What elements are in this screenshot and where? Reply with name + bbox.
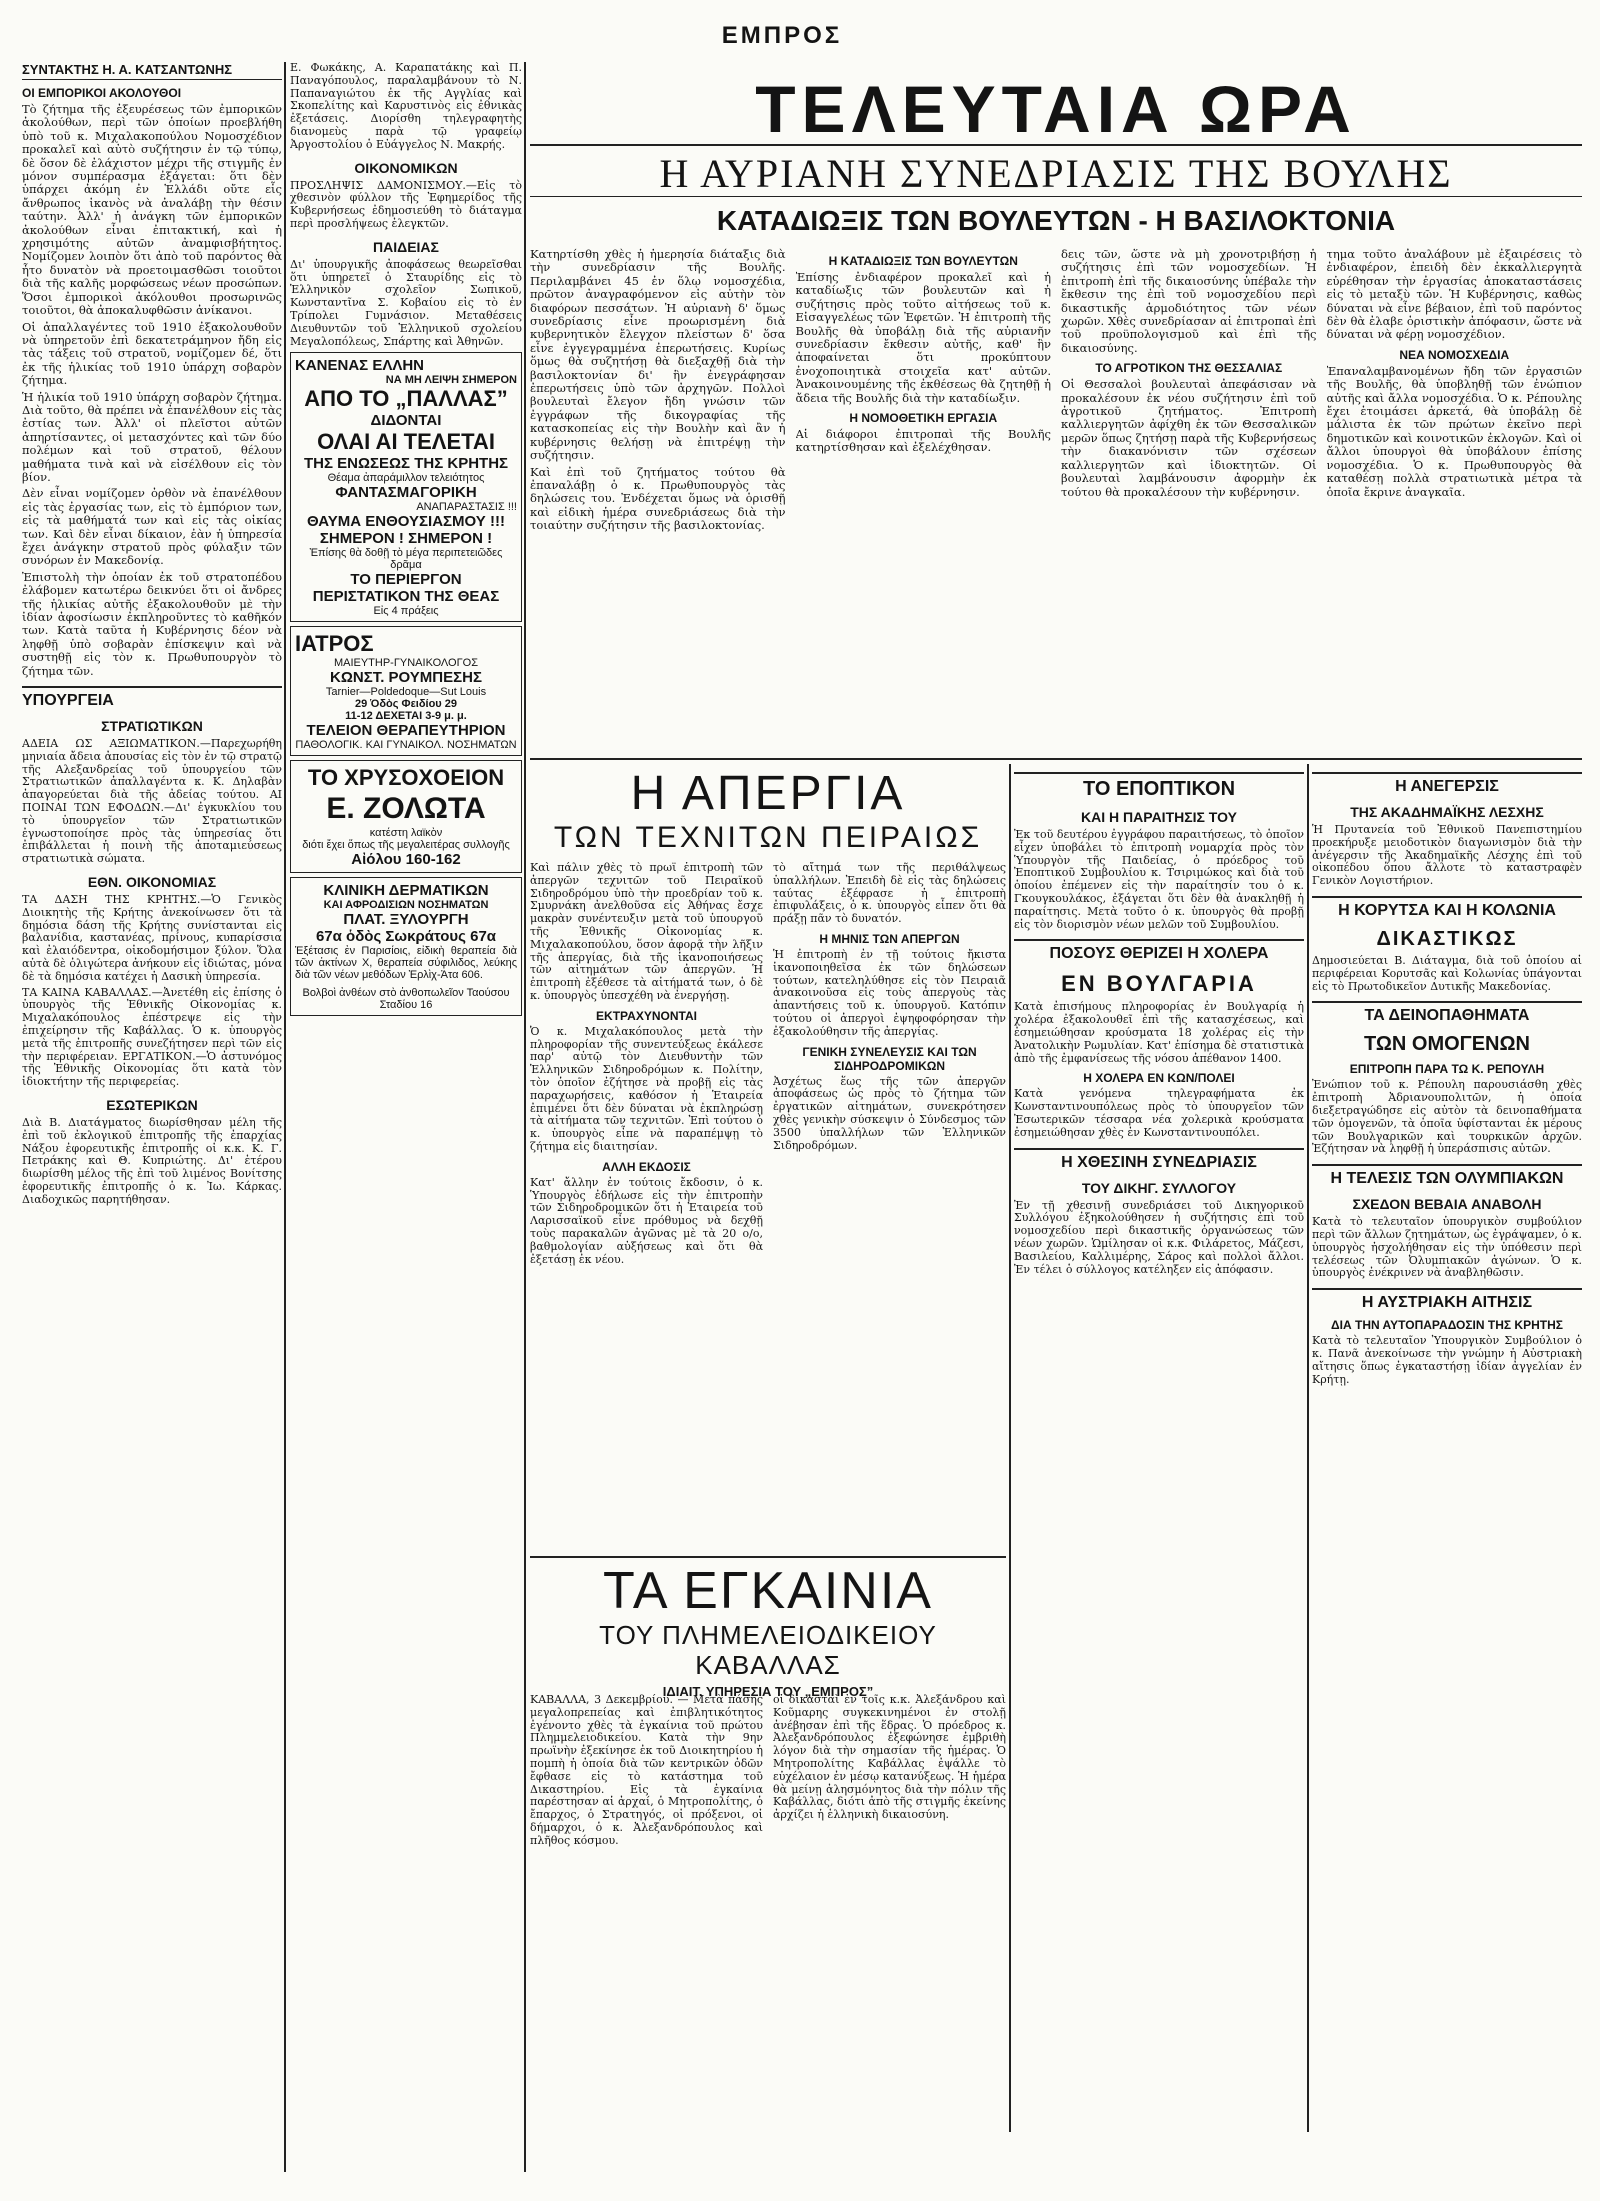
article-paragraph: οἱ δικασταὶ ἐν τοῖς κ.κ. Ἀλεξάνδρου καὶ Κοῦμαρης συγκεκινημένοι ἐν στολῇ ἀνέβησαν ἐπὶ τῆς ἕδρας. Ὁ πρόεδρος κ. Ἀλεξανδρόπουλος ἐξεφώνησε ἐμβριθὴ λόγον διὰ τὴν σημασίαν τῆς ἡμέρας. Ὁ Μητροπολίτης Καβάλλας ἐψάλλε τὸ εὐχέλαιον ἐν μέσῳ κατανύξεως. Ἡ ἡμέρα θὰ μείνῃ ἀλησμόνητος διὰ τὴν πόλιν τῆς Καβάλλας, διότι ἀπὸ τῆς στιγμῆς ἐκείνης ἀρχίζει ἡ ἑλληνικὴ δικαιοσύνη.: [773, 1694, 1006, 1822]
sufferings-heading: ΤΑ ΔΕΙΝΟΠΑΘΗΜΑΤΑ: [1312, 1001, 1582, 1025]
military-heading: ΣΤΡΑΤΙΩΤΙΚΩΝ: [101, 718, 203, 735]
special-service-byline: ΙΔΙΑΙΤ. ΥΠΗΡΕΣΙΑ ΤΟΥ „ΕΜΠΡΟΣ”: [662, 1684, 874, 1699]
article-paragraph: δεις τῶν, ὥστε νὰ μὴ χρονοτριβήσῃ ἡ συζήτησις ἐπὶ τῶν νομοσχεδίων. Ἡ ἐπιτροπὴ ἐπὶ τῆς δικαιοσύνης ὑπέβαλε τὴν ἔκθεσιν της ἐπὶ τοῦ νομοσχεδίου περὶ δικαστικῆς ἁρμοδιότητος τῶν νέων χωρῶν. Χθὲς συνεδρίασαν αἱ ἐπιτροπαὶ ἐπὶ τοῦ προϋπολογισμοῦ καὶ ἐπὶ τῆς δικαιοσύνης.: [1061, 248, 1317, 355]
ad-line: Αἰόλου 160-162: [351, 851, 461, 869]
supervisory-heading: ΤΟ ΕΠΟΠΤΙΚΟΝ: [1014, 772, 1304, 801]
ad-line: ΘΑΥΜΑ ΕΝΘΟΥΣΙΑΣΜΟΥ !!!: [307, 513, 505, 531]
clinic-advertisement: [290, 877, 522, 1016]
second-column: [290, 62, 522, 2172]
article-paragraph: Αἱ διάφοροι ἐπιτροπαὶ τῆς Βουλῆς κατηρτίσθησαν καὶ ἐξελέχθησαν.: [795, 427, 1051, 455]
ad-line: ΚΑΙ ΑΦΡΟΔΙΣΙΩΝ ΝΟΣΗΜΑΤΩΝ: [323, 899, 489, 912]
article-paragraph: Ἀσχέτως ἕως τῆς τῶν ἀπεργῶν ἀποφάσεως ὡς πρὸς τὸ ζήτημα τῶν ἐργατικῶν αἰτημάτων, συνεκρότησεν χθὲς γενικὴν σύσκεψιν ὁ Σύνδεσμος τῶν 3500 ὑπαλλήλων τῶν Ἑλληνικῶν Σιδηροδρόμων.: [773, 1074, 1006, 1152]
top-article-body: [530, 248, 1582, 753]
interior-heading: ΕΣΩΤΕΡΙΚΩΝ: [106, 1096, 198, 1113]
sufferings-subheading-2: ΕΠΙΤΡΟΠΗ ΠΑΡΑ ΤΩ Κ. ΡΕΠΟΥΛΗ: [1349, 1062, 1545, 1077]
academic-club-heading: Η ΑΝΕΓΕΡΣΙΣ: [1312, 772, 1582, 796]
article-paragraph: ΤΑ ΔΑΣΗ ΤΗΣ ΚΡΗΤΗΣ.—Ὁ Γενικὸς Διοικητὴς τῆς Κρήτης ἀνεκοίνωσεν ὅτι τὰ δημόσια δάση τῆς Κρήτης συνίστανται εἰς βαλανίδια, καστανέας, πρίνους, κυπαρίσσια καὶ ἐλαιόδεντρα, οἰκοδομήσιμον ξύλον. Ὅλα αὐτὰ δὲ ὀλιγώτερα ἀνήκουν εἰς ἰδιώτας, μόνα δὲ τὰ δημόσια κατέχει ἡ Δασικὴ ὑπηρεσία.: [22, 893, 282, 983]
strike-article-body: [530, 862, 1006, 1552]
ad-line: Tarnier—Poldedoque—Sut Louis: [325, 686, 487, 699]
prosecution-heading: Η ΚΑΤΑΔΙΩΞΙΣ ΤΩΝ ΒΟΥΛΕΥΤΩΝ: [828, 254, 1018, 268]
agrarian-heading: ΤΟ ΑΓΡΟΤΙΚΟΝ ΤΗΣ ΘΕΣΣΑΛΙΑΣ: [1095, 361, 1283, 376]
ad-line: ΠΛΑΤ. ΞΥΛΟΥΡΓΗ: [343, 911, 469, 929]
sufferings-subheading: ΤΩΝ ΟΜΟΓΕΝΩΝ: [1364, 1033, 1530, 1056]
article-paragraph: Ε. Φωκάκης, Α. Καραπατάκης καὶ Π. Παναγόπουλος, παραλαμβάνουν τὸ Ν. Παπαναγιώτου ἐκ τῆς Αγγλίας καὶ Σκοπελίτης καὶ Καρυστινὸς εἰς ἐθνικὰς ἐξετάσεις. Διορίσθη τηλεγραφητὴς διανομεὺς παρὰ τῷ γραφείῳ Ἀργοστολίου ὁ Εὐάγγελος Ν. Μακρής.: [290, 62, 522, 151]
ad-line: 29 Ὁδὸς Φειδίου 29: [355, 698, 457, 711]
ad-line: ΜΑΙΕΥΤΗΡ-ΓΥΝΑΙΚΟΛΟΓΟΣ: [333, 657, 479, 670]
article-paragraph: Δημοσιεύεται Β. Διάταγμα, διὰ τοῦ ὁποίου αἱ περιφέρειαι Κορυτσᾶς καὶ Κολωνίας ὑπάγονται εἰς τὸ Πρωτοδικεῖον Δυτικῆς Μακεδονίας.: [1312, 953, 1582, 993]
ad-line: ΤΕΛΕΙΟΝ ΘΕΡΑΠΕΥΤΗΡΙΟΝ: [306, 722, 506, 740]
strikers-anger-heading: Η ΜΗΝΙΣ ΤΩΝ ΑΠΕΡΓΩΝ: [819, 931, 960, 946]
article-paragraph: Διὰ Β. Διατάγματος διωρίσθησαν μέλη τῆς ἐπὶ τοῦ ἐκλογικοῦ ἐπιτροπῆς τῆς ἐπαρχίας Νάξου ἐφορευτικῆς ἐπιτροπῆς οἱ κ.κ. Κ. Γ. Πετράκης καὶ Θ. Κυπριώτης. Δι' ἑτέρου διωρίσθη μέλος τῆς ἐπὶ τοῦ λιμένος Βονίτσης ἐφορευτικῆς ἐπιτροπῆς ὁ κ. Ἰω. Κάρκας. Διαδοχικῶς παρητήθησαν.: [22, 1115, 282, 1206]
article-paragraph: ΚΑΒΑΛΛΑ, 3 Δεκεμβρίου. — Μετὰ πάσης μεγαλοπρεπείας καὶ ἐπιβλητικότητος ἐγένοντο χθὲς τὰ ἐγκαίνια τοῦ πρώτου Πλημμελειοδικείου. Κατὰ τὴν 9ην πρωϊνὴν ἐξεκίνησε ἐκ τοῦ Διοικητηρίου ἡ πομπὴ ἡ ὁποία διὰ τῶν κεντρικῶν ὁδῶν ἔφθασε εἰς τὸ κατάστημα τοῦ Δικαστηρίου. Εἰς τὰ ἐγκαίνια παρέστησαν αἱ ἀρχαί, ὁ Μητροπολίτης, ὁ ἔπαρχος, ὁ Στρατηγός, οἱ πρόξενοι, οἱ δήμαρχοι, ὁ κ. Ἀλεξανδρόπουλος καὶ πλῆθος κόσμου.: [530, 1694, 763, 1847]
korytsa-subheading: ΔΙΚΑΣΤΙΚΩΣ: [1376, 927, 1518, 950]
ministries-heading: ΥΠΟΥΡΓΕΙΑ: [22, 686, 282, 710]
inauguration-title: ΤΑ ΕΓΚΑΙΝΙΑ: [603, 1562, 933, 1620]
olympics-heading: Η ΤΕΛΕΣΙΣ ΤΩΝ ΟΛΥΜΠΙΑΚΩΝ: [1312, 1164, 1582, 1188]
escalation-heading: ΕΚΤΡΑΧΥΝΟΝΤΑΙ: [596, 1008, 697, 1023]
new-bills-heading: ΝΕΑ ΝΟΜΟΣΧΕΔΙΑ: [1399, 347, 1510, 362]
ad-line: Θέαμα ἀπαράμιλλον τελειότητος: [327, 472, 485, 485]
finance-heading: ΟΙΚΟΝΟΜΙΚΩΝ: [354, 159, 458, 176]
cholera-heading: ΠΟΣΟΥΣ ΘΕΡΙΖΕΙ Η ΧΟΛΕΡΑ: [1014, 939, 1304, 963]
inauguration-article-body: [530, 1694, 1006, 2132]
article-paragraph: Κατ' ἄλλην ἐν τούτοις ἔκδοσιν, ὁ κ. Ὑπουργὸς ἐδήλωσε εἰς τὴν ἐπιτροπὴν τῶν Σιδηροδρομικῶν ὅτι ἡ Ἑταιρεία τοῦ Λαρισσαϊκοῦ εἶνε πρόθυμος νὰ δεχθῇ τοὺς παρακαλῶν ἀγῶνας μὲ τὰ 20 ο/ο, βαθμολογίαν αὐξήσεως καὶ ὅτι θὰ ἐξετάσῃ ἐκ νέου.: [530, 1175, 763, 1266]
general-assembly-heading: ΓΕΝΙΚΗ ΣΥΝΕΛΕΥΣΙΣ ΚΑΙ ΤΩΝ ΣΙΔΗΡΟΔΡΟΜΙΚΩΝ: [802, 1044, 977, 1073]
article-paragraph: ΠΡΟΣΛΗΨΙΣ ΔΑΜΟΝΙΣΜΟΥ.—Εἰς τὸ χθεσινὸν φύλλον τῆς Ἐφημερίδος τῆς Κυβερνήσεως ἐδημοσιεύθη τὸ διάταγμα περὶ προσλήψεως ἐλεγκτῶν.: [290, 178, 522, 230]
academic-club-subheading: ΤΗΣ ΑΚΑΔΗΜΑΪΚΗΣ ΛΕΣΧΗΣ: [1350, 804, 1544, 820]
ad-line: Βολβοὶ ἀνθέων στὸ ἀνθοπωλεῖον Ταούσου Σταδίου 16: [302, 987, 510, 1012]
ad-line: ΚΑΝΕΝΑΣ ΕΛΛΗΝ: [295, 357, 425, 375]
ad-line: ΤΗΣ ΕΝΩΣΕΩΣ ΤΗΣ ΚΡΗΤΗΣ: [303, 455, 509, 473]
ad-line: Ε. ΖΟΛΩΤΑ: [326, 792, 486, 826]
article-paragraph: ΤΑ ΚΑΙΝΑ ΚΑΒΑΛΛΑΣ.—Ἀνετέθη εἰς ἐπίσης ὁ ὑπουργὸς τῆς Ἐθνικῆς Οἰκονομίας κ. Μιχαλακόπουλος ἐπέστρεψε εἰς τὴν ἐπιχείρησιν τῆς Καβάλλας. Ὁ κ. ὑπουργὸς μετὰ τῆς ἐπιτροπῆς συνεζήτησεν περὶ τῶν εἰς τὴν περιφέρειαν. ΕΡΓΑΤΙΚΟΝ.—Ὁ ἀστυνόμος τῆς Ἐθνικῆς Οἰκονομίας ὅτι κατὰ τὸν ἰδιοκτήτην τῆς περιφερείας.: [22, 985, 282, 1089]
ad-line: κατέστη λαϊκὸν: [369, 827, 443, 840]
ad-line: ΟΛΑΙ ΑΙ ΤΕΛΕΤΑΙ: [317, 429, 495, 455]
inauguration-subtitle: ΤΟΥ ΠΛΗΜΕΛΕΙΟΔΙΚΕΙΟΥ ΚΑΒΑΛΛΑΣ: [599, 1620, 937, 1680]
strike-headline-block: [530, 767, 1006, 855]
ad-line: ΑΝΑΠΑΡΑΣΤΑΣΙΣ !!!: [416, 501, 517, 514]
column-rule: [1307, 764, 1309, 2132]
article-paragraph: Κατηρτίσθη χθὲς ἡ ἡμερησία διάταξις διὰ τὴν συνεδρίασιν τῆς Βουλῆς. Περιλαμβάνει 45 ἐν ὅλῳ νομοσχέδια, πρῶτον ἀναγραφόμενον εἰς αὐτὴν τὸν διαφόρων πεσσάτων. Ἡ αὐριανὴ δ' ὅμως συνεδρίασις εἶνε προωρισμένη διὰ κυβερνητικὸν ἔλεγχον πλείστων δ' ὅσα εἶνε ἐγγεγραμμένα ἐπερωτήσεις. Κυρίως ὅμως θὰ συζητήσῃ θὰ διεξαχθῇ διὰ τὴν βασιλοκτονίαν δι' ἣν ἐνεγράφησαν ἐπερωτήσεις ὑπὸ τῶν ἀρχηγῶν. Πολλοὶ βουλευταὶ ἔλεγον ἤδη γνώσιν τῶν ἐγγράφων τῆς δικογραφίας τῆς κατασκοπείας εἰς τὴν Βουλὴν καὶ ἂν ἡ κυβέρνησις θελήσῃ νὰ ἐπιτρέψῃ τὴν συζήτησιν.: [530, 248, 786, 463]
jeweler-advertisement: [290, 760, 522, 873]
ad-line: ΤΟ ΧΡΥΣΟΧΟΕΙΟΝ: [307, 765, 505, 791]
article-paragraph: Ὁ κ. Μιχαλακόπουλος μετὰ τὴν πληροφορίαν τῆς συνεντεύξεως ἐκάλεσε παρ' αὐτῷ τὸν Διευθυντὴν τῶν Ἑλληνικῶν Σιδηροδρόμων κ. Πολίτην, τὸν ὁποῖον ἐζήτησε νὰ προβῇ εἰς τὰς παραχωρήσεις, καθόσον ἡ Ἑταιρεία ἐπιμένει ὅτι δὲν δύναται νὰ ἐκπληρώσῃ τὰ αἰτήματα τῶν τεχνιτῶν. Ἐπὶ τούτου ὁ κ. ὑπουργὸς εἶπε νὰ παραπέμψῃ τὸ ζήτημα εἰς διαιτησίαν.: [530, 1024, 763, 1153]
right-lower-column: [1312, 764, 1582, 2132]
article-paragraph: Ἐπίσης ἐνδιαφέρον προκαλεῖ καὶ ἡ καταδίωξις τῶν βουλευτῶν καὶ ἡ συζήτησις πρὸς τοῦτο αἰτήσεως τοῦ κ. Εἰσαγγελέως τῶν Ἐφετῶν. Ἡ ἐπιτροπὴ τῆς Βουλῆς θὰ ὑποβάλῃ διὰ τῆς αὐριανῆν συνεδρίασιν ἔκθεσιν αὐτῆς, καθ' ἣν ἀποφαίνεται ὅτι προκύπτουν ἐνοχοποιητικὰ στοιχεῖα κατ' αὐτῶν. Ἀνακοινουμένης τῆς ἐκθέσεως θὰ ζητηθῇ ἡ ἄδεια τῆς Βουλῆς διὰ τὴν καταδίωξιν.: [795, 270, 1051, 405]
article-paragraph: Ἐπαναλαμβανομένων ἤδη τῶν ἐργασιῶν τῆς Βουλῆς, θὰ ὑποβληθῇ τῶν ἐνώπιον αὐτῆς καὶ ἄλλα νομοσχέδια. Ὁ κ. Ρέπουλης ἔχει ἑτοιμάσει ἀρκετά, θὰ ὑποβάλῃ δὲ μάλιστα ἐκ τῶν πρώτων ἐκεῖνο περὶ δημοτικῶν καὶ κοινοτικῶν ἐκλογῶν. Καὶ οἱ ἄλλοι ὑπουργοὶ θὰ ὑποβάλουν ἐπίσης νομοσχέδια. Ὁ κ. Πρωθυπουργὸς θὰ καταθέσῃ πολλὰ στρατιωτικὰ μέτρα τὰ ὁποῖα ἔκρινε ἀναγκαῖα.: [1326, 363, 1582, 499]
article-paragraph: Κατὰ τὸ τελευταῖον Ὑπουργικὸν Συμβούλιον ὁ κ. Πανᾶ ἀνεκοίνωσε τὴν γνώμην ἡ Αὐστριακὴ αἴτησις ὅπως ἐγκαταστήσῃ ἰδίαν ἀγγελίαν ἐν Κρήτῃ.: [1312, 1334, 1582, 1386]
bar-session-subheading: ΤΟΥ ΔΙΚΗΓ. ΣΥΛΛΟΓΟΥ: [1081, 1179, 1237, 1196]
olympics-subheading: ΣΧΕΔΟΝ ΒΕΒΑΙΑ ΑΝΑΒΟΛΗ: [1352, 1196, 1542, 1213]
article-paragraph: Ἐκ τοῦ δευτέρου ἐγγράφου παραιτήσεως, τὸ ὁποῖον εἶχεν ὑποβάλει τὸ ἐπιτροπὴ νομαρχία πρὸς τὸν Ὑπουργὸν τῆς Παιδείας, ὁ πρόεδρος τοῦ Ἐποπτικοῦ Συμβουλίου κ. Τσιριμώκος καὶ διὰ τοῦ ὁποίου ἐπέμενεν εἰς τὴν παραίτησίν του ὁ κ. Γκουγκουλάκος, ἐξάγεται ὅτι δὲν θὰ ἀνακληθῇ ἡ παραίτησις. Μετὰ τοῦτο ὁ κ. ὑπουργὸς θὰ προβῇ εἰς τὸν διορισμὸν νέων μελῶν τοῦ Συμβουλίου.: [1014, 828, 1304, 931]
inauguration-headline-block: [530, 1562, 1006, 1699]
article-paragraph: τὸ αἴτημά των τῆς περιθάλψεως ὑπαλλήλων. Ἐπειδὴ δὲ εἰς τὰς δηλώσεις ταύτας ἐξέφρασε ἡ ἐπιτροπὴ ἐπιφυλάξεις, ὁ κ. ὑπουργὸς εἶπεν ὅτι θὰ πράξῃ πᾶν τὸ δυνατόν.: [773, 862, 1006, 926]
ad-line: ΑΠΟ ΤΟ „ΠΑΛΛΑΣ”: [304, 386, 508, 412]
section-rule: [530, 1556, 1006, 1558]
ad-line: 11-12 ΔΕΧΕΤΑΙ 3-9 μ. μ.: [345, 710, 467, 723]
column-rule: [524, 62, 526, 2172]
section-rule: [530, 758, 1582, 760]
ad-line: ΦΑΝΤΑΣΜΑΓΟΡΙΚΗ: [335, 484, 477, 502]
article-paragraph: Καὶ πάλιν χθὲς τὸ πρωῒ ἐπιτροπὴ τῶν ἀπεργῶν τεχνιτῶν τοῦ Πειραϊκοῦ Σιδηροδρόμου ὑπὸ τὴν προεδρίαν τοῦ κ. Σμυρνάκη ἀνελθοῦσα εἰς Ἀθήνας ἔσχε μακρὰν συνέντευξιν μετὰ τοῦ ὑπουργοῦ τῆς Ἐθνικῆς Οἰκονομίας κ. Μιχαλακοπούλου, ὅσον ἀφορᾷ τὴν λῆξιν τῆς ἀπεργίας, διὰ τῆς ἱκανοποιήσεως τῶν αἰτημάτων τῶν ἀπεργῶν. Ἡ ἐπιτροπὴ ἐξέθεσε τὰ αἰτήματά των, ὁ δὲ κ. ὑπουργὸς ὑπεσχέθη νὰ ἐνεργήσῃ.: [530, 862, 763, 1002]
strike-title: Η ΑΠΕΡΓΙΑ: [630, 767, 906, 820]
ad-line: ΔΙΔΟΝΤΑΙ: [370, 412, 442, 430]
top-article-col: [1061, 248, 1317, 753]
article-paragraph: Δι' ὑπουργικῆς ἀποφάσεως θεωρεῖσθαι ὅτι ὑπηρετεῖ ὁ Σταυρίδης εἰς τὸ Ἑλληνικὸν σχολεῖον Σωπικοῦ, Κωνσταντῖνα Σ. Κοβαίου εἰς τὸ ἐν Τρίπολει Γυμνάσιον. Μεταθέσεις Διευθυντῶν τοῦ Ἑλληνικοῦ σχολείου Μεγαλοπόλεως, Σπάρτης καὶ Ἀθηνῶν.: [290, 257, 522, 348]
editor-byline: ΣΥΝΤΑΚΤΗΣ Η. Α. ΚΑΤΣΑΝΤΩΝΗΣ: [22, 62, 282, 80]
article-paragraph: Ἐνώπιον τοῦ κ. Ρέπουλη παρουσιάσθη χθὲς ἐπιτροπὴ Ἀδριανουπολιτῶν, ἡ ὁποία διεξετραγώδησε εἰς αὐτὸν τὰ δεινοπαθήματα τῶν ὁμογενῶν, τὰ ὁποῖα ὑφίστανται ἐκ μέρους τῶν Βουλγαρικῶν καὶ τουρκικῶν ἀρχῶν. Ἐζήτησαν νὰ ληφθῇ ἡ ὑπεράσπισις αὐτῶν.: [1312, 1078, 1582, 1156]
supervisory-subheading: ΚΑΙ Η ΠΑΡΑΙΤΗΣΙΣ ΤΟΥ: [1081, 809, 1237, 825]
article-paragraph: Κατὰ τὸ τελευταῖον ὑπουργικὸν συμβούλιον περὶ τῶν ἄλλων ζητημάτων, ὡς ἐγράψαμεν, ὁ κ. ὑπουργὸς ἠσχολήθησαν εἰς τὴν ὑπόθεσιν περὶ τελέσεως τῶν Ὀλυμπιακῶν ἀγώνων. Ὁ κ. ὑπουργὸς ἐνέκρινεν νὰ ἀναβληθῶσιν.: [1312, 1215, 1582, 1280]
ad-line: Ἐπίσης θὰ δοθῇ τὸ μέγα περιπετειῶδες δρᾶμα: [309, 547, 503, 572]
column-rule: [1009, 764, 1011, 2132]
article-paragraph: Ἐπιστολὴ τὴν ὁποίαν ἐκ τοῦ στρατοπέδου ἐλάβομεν κατωτέρω δεικνύει ὅτι οἱ ἄνδρες τῆς ἡλικίας αὐτῆς ἐξακολουθοῦν μὲ τὴν ἰδίαν ἀφοσίωσιν ἐκπληροῦντες τὸ καθῆκόν των. Κατὰ ταῦτα ἡ Κυβέρνησις δέον νὰ ληφθῇ ὑπὸ σοβαρὰν ἐπίσκεψιν καὶ νὰ συστηθῇ εἰς τὸν κ. Πρωθυπουργὸν τὸ ζήτημα τῶν.: [22, 569, 282, 678]
strike-col: [773, 862, 1006, 1552]
inauguration-col: [530, 1694, 763, 2132]
article-paragraph: Ἡ Πρυτανεία τοῦ Ἐθνικοῦ Πανεπιστημίου προεκήρυξε μειοδοτικὸν διαγωνισμὸν διὰ τὴν ἀνέγερσιν τῆς Ἀκαδημαϊκῆς Λέσχης ἐπὶ τοῦ οἰκοπέδου ὅπου ἄλλοτε τὸ καταστραφὲν Γενικὸν Λογιστήριον.: [1312, 823, 1582, 888]
ad-line: Ἐξέτασις ἐν Παρισίοις, εἰδικὴ θεραπεία διὰ τῶν ἀκτίνων Χ, θεραπεία σύφιλιδος, λεύκης διὰ τῶν νέων μεθόδων Ἐρλὶχ-Ἁτα 606.: [295, 945, 517, 982]
top-article-col: [530, 248, 786, 753]
top-article-col: [796, 248, 1052, 753]
column-rule: [284, 62, 286, 2172]
ad-line: ΚΛΙΝΙΚΗ ΔΕΡΜΑΤΙΚΩΝ: [323, 882, 489, 900]
article-paragraph: Κατὰ ἐπισήμους πληροφορίας ἐν Βουλγαρίᾳ ἡ χολέρα ἐξακολουθεῖ ἐπὶ τῆς κατασχέσεως, καὶ ἐσημειώθησαν κρούσματα 18 χολέρας εἰς τὴν Ἀνατολικὴν Ρωμυλίαν. Κατ' ἐπίσημα δὲ στατιστικὰ ἀπὸ τῆς ἐμφανίσεως τῆς νόσου ἀπέθανον 1400.: [1014, 1000, 1304, 1065]
article-paragraph: Καὶ ἐπὶ τοῦ ζητήματος τούτου θὰ ἐπαναλάβῃ ὁ κ. Πρωθυπουργὸς τὰς δηλώσεις του. Ἐνδέχεται ὅμως νὰ ὁρισθῇ καὶ εἰδικὴ ἡμέρα συνεδριάσεως διὰ τὴν τοιαύτην συζήτησιν τῆς βασιλοκτονίας.: [530, 464, 786, 533]
article-paragraph: Τὸ ζήτημα τῆς ἐξευρέσεως τῶν ἐμπορικῶν ἀκολούθων, περὶ τῶν ὁποίων προεβλήθη ὑπὸ τοῦ κ. Μιχαλακοπούλου Νομοσχέδιον προκαλεῖ καὶ αὐτὸ συζήτησιν ἐν τῷ τύπῳ, δὲ ὅσον δὲ ἐλάχιστον μέχρι τῆς στιγμῆς ἐν μόνον συμπέρασμα ἐξάγεται: ὅτι δὲν ὑπάρχει ἀκόμη ἐν Ἑλλάδι οὔτε εἷς ἄνθρωπος ἱκανὸς νὰ ἀναλάβῃ τὴν θέσιν ταύτην. Ἀλλ' ἡ ἀνάγκη τῶν ἐμπορικῶν ἀκολούθων εἶναι ἐπιτακτική, καὶ ἡ χρησιμότης αὐτῶν ἀναμφισβήτητος. Νομίζομεν λοιπὸν ὅτι ἀπὸ τοῦ παρόντος θὰ ἦτο δυνατὸν νὰ προετοιμασθῶσι τοιοῦτοι διὰ τῆς καλῆς μορφώσεως νέων προσώπων. Ὅσοι ἐμπορικοὶ ἀκόλουθοι προσωρινῶς τοιοῦτοι, θὰ ἀποκαλυφθῶσιν ἀνίκανοι.: [22, 102, 282, 318]
article-paragraph: Οἱ Θεσσαλοὶ βουλευταὶ ἀπεφάσισαν νὰ προκαλέσουν ἐκ νέου συζήτησιν ἐπὶ τοῦ ἀγροτικοῦ ζητήματος. Ἐπιτροπὴ καλλιεργητῶν ἀφίχθη ἐκ τῶν Θεσσαλικῶν μερῶν ὅπως ζητήσῃ παρὰ τῆς Κυβερνήσεως τὴν διακανόνισιν τῶν σχέσεων καλλιεργητῶν καὶ ἰδιοκτητῶν. Οἱ βουλευταὶ λαμβάνουσιν ἀφορμὴν ἐκ τούτου θὰ προκαλέσουν τὴν κυβέρνησιν.: [1061, 377, 1317, 499]
article-paragraph: Ἡ ἡλικία τοῦ 1910 ὑπάρχη σοβαρὸν ζήτημα. Διὰ τοῦτο, θὰ πρέπει νὰ ἐπανέλθουν εἰς τὰς ἐστίας των. Ἀλλ' οἱ πλεῖστοι αὐτῶν ἀπηρτίσαντες, οἱ μετασχόντες καὶ τῶν δύο πολέμων καὶ τοῦ στρατοῦ, θέλουν μαθήματα τινὰ καὶ νὰ εἰσέλθουν εἰς τὸν βίον.: [22, 389, 282, 484]
ad-line: Εἰς 4 πράξεις: [373, 605, 439, 618]
article-paragraph: Οἱ ἀπαλλαγέντες τοῦ 1910 ἐξακολουθοῦν νὰ ὑπηρετοῦν ἐπὶ δεκατετράμηνον ἤδη εἰς τὰς τάξεις τοῦ στρατοῦ, νομίζομεν δέ, ὅτι ἐκ τῆς ἡλικίας τοῦ 1910 ὑπάρχη σοβαρὸν ζήτημα.: [22, 319, 282, 388]
other-version-heading: ΑΛΛΗ ΕΚΔΟΣΙΣ: [602, 1159, 691, 1174]
austrian-request-heading: Η ΑΥΣΤΡΙΑΚΗ ΑΙΤΗΣΙΣ: [1312, 1288, 1582, 1312]
article-paragraph: Ἡ ἐπιτροπὴ ἐν τῇ τούτοις ἤκιστα ἱκανοποιηθεῖσα ἐκ τῶν δηλώσεων τούτων, κατεληλύθησε εἰς τὸν Πειραιᾶ ἀνακοινοῦσα εἰς τοὺς ἀπεργοὺς τὰς ἀπαντήσεις τοῦ κ. ὑπουργοῦ. Κατόπιν τούτου οἱ ἀπεργοὶ ἐψηφοφόρησαν τὴν ἐξακολούθησιν τῆς ἀπεργίας.: [773, 947, 1006, 1038]
last-hour-title: ΤΕΛΕΥΤΑΙΑ ΩΡΑ: [530, 74, 1582, 146]
left-column: [22, 62, 282, 2172]
strike-col: [530, 862, 763, 1552]
ad-line: ΚΩΝΣΤ. ΡΟΥΜΠΕΣΗΣ: [330, 669, 482, 687]
ad-line: διότι ἔχει ὅπως τῆς μεγαλειτέρας συλλογῆς: [302, 839, 510, 852]
cholera-subheading: ΕΝ ΒΟΥΛΓΑΡΙΑ: [1061, 971, 1257, 997]
middle-lower-column: [1014, 764, 1304, 2132]
strike-subtitle: ΤΩΝ ΤΕΧΝΙΤΩΝ ΠΕΙΡΑΙΩΣ: [553, 821, 983, 854]
ad-line: ΙΑΤΡΟΣ: [295, 631, 374, 657]
austrian-request-subheading: ΔΙΑ ΤΗΝ ΑΥΤΟΠΑΡΑΔΟΣΙΝ ΤΗΣ ΚΡΗΤΗΣ: [1331, 1318, 1563, 1333]
parliament-session-headline: Η ΑΥΡΙΑΝΗ ΣΥΝΕΔΡΙΑΣΙΣ ΤΗΣ ΒΟΥΛΗΣ: [530, 152, 1582, 197]
ad-line: 67α ὁδὸς Σωκράτους 67α: [315, 928, 497, 946]
education-heading: ΠΑΙΔΕΙΑΣ: [373, 238, 439, 255]
inauguration-col: [773, 1694, 1006, 2132]
cholera-constantinople-heading: Η ΧΟΛΕΡΑ ΕΝ ΚΩΝ/ΠΟΛΕΙ: [1083, 1071, 1235, 1086]
article-paragraph: τημα τοῦτο ἀναλάβουν μὲ ἐξαιρέσεις τὸ ἐνδιαφέρον, ἐπειδὴ δὲν ἐκκαλλιεργητὰ εὐρέθησαν τὴν ἐργασίας ἀποκαταστάσεις εἰς τὸ μεταξὺ τῶν. Ἡ Κυβέρνησις, καθὼς δύναται νὰ εἶνε βέβαιον, ἐπὶ τοῦ παρόντος δὲν θὰ ἐλαβε ὁριστικὴν ἀπόφασιν, ὥστε νὰ δύναται νὰ φέρῃ νομοσχέδιον.: [1326, 248, 1582, 342]
bar-session-heading: Η ΧΘΕΣΙΝΗ ΣΥΝΕΔΡΙΑΣΙΣ: [1014, 1148, 1304, 1172]
masthead: ΕΜΠΡΟΣ: [721, 22, 843, 49]
commercial-attaches-heading: ΟΙ ΕΜΠΟΡΙΚΟΙ ΑΚΟΛΟΥΘΟΙ: [22, 86, 182, 100]
ad-line: ΣΗΜΕΡΟΝ ! ΣΗΜΕΡΟΝ !: [319, 530, 493, 548]
top-article-col: [1327, 248, 1583, 753]
ad-line: ΠΑΘΟΛΟΓΙΚ. ΚΑΙ ΓΥΝΑΙΚΟΛ. ΝΟΣΗΜΑΤΩΝ: [295, 739, 517, 752]
article-paragraph: ΑΔΕΙΑ ΩΣ ΑΞΙΩΜΑΤΙΚΟΝ.—Παρεχωρήθη μηνιαία ἄδεια ἀπουσίας εἰς τὸν ἐν τῷ στρατῷ τῆς Αλεξανδρείας τοῦ ὑπουργείου τῶν Στρατιωτικῶν ἀπαλλαγέντα κ. Κ. Δηλαβὰν ἀπαγορεύεται διὰ τῆς ἀδείας τούτου. ΑΙ ΠΟΙΝΑΙ ΤΩΝ ΕΦΟΔΩΝ.—Δι' ἐγκυκλίου του τὸ ὑπουργεῖον τῶν Στρατιωτικῶν ἐγνωστοποίησε πρὸς τὰς ὑπηρεσίας ὅτι ἐπιβάλλεται ἡ ποινὴ τῆς ἀποταμιεύσεως στρατιωτικὰ σώματα.: [22, 737, 282, 866]
prosecution-subheadline: ΚΑΤΑΔΙΩΞΙΣ ΤΩΝ ΒΟΥΛΕΥΤΩΝ - Η ΒΑΣΙΛΟΚΤΟΝΙΑ: [716, 205, 1396, 236]
legislative-work-heading: Η ΝΟΜΟΘΕΤΙΚΗ ΕΡΓΑΣΙΑ: [849, 411, 998, 426]
national-economy-heading: ΕΘΝ. ΟΙΚΟΝΟΜΙΑΣ: [87, 874, 217, 891]
pallas-advertisement: [290, 352, 522, 622]
article-paragraph: Δὲν εἶναι νομίζομεν ὀρθὸν νὰ ἐπανέλθουν εἰς τὰς ἐργασίας των, εἰς τὸ ἐμπόριον των, εἰς τὰ μαθήματά των καὶ εἰς τὰς οἰκίας των. Καὶ δὲν εἶναι δίκαιον, ἐὰν ἡ ὑπηρεσία ἔχει ἀνάγκην στρατοῦ πρὸς φύλαξιν τῶν συνόρων ἐν Μακεδονίᾳ.: [22, 486, 282, 568]
ad-line: ΝΑ ΜΗ ΛΕΙΨΗ ΣΗΜΕΡΟΝ: [385, 374, 517, 387]
doctor-advertisement: [290, 626, 522, 756]
article-paragraph: Ἐν τῇ χθεσινῇ συνεδριάσει τοῦ Δικηγορικοῦ Συλλόγου ἐξηκολούθησεν ἡ συζήτησις ἐπὶ τοῦ νομοσχεδίου περὶ δικαστικῆς ὀργανώσεως τῶν νέων χωρῶν. Ὡμίλησαν οἱ κ.κ. Φιλάρετος, Μάζεσι, Βασιλείου, Καλλιμέρης, Σάρος καὶ πολλοὶ ἄλλοι. Ἐν τέλει ὁ σύλλογος κατέληξεν εἰς ἀπόφασιν.: [1014, 1198, 1304, 1276]
ad-line: ΤΟ ΠΕΡΙΕΡΓΟΝ ΠΕΡΙΣΤΑΤΙΚΟΝ ΤΗΣ ΘΕΑΣ: [312, 571, 500, 606]
newspaper-page: [22, 22, 1582, 2182]
korytsa-heading: Η ΚΟΡΥΤΣΑ ΚΑΙ Η ΚΟΛΩΝΙΑ: [1312, 896, 1582, 920]
article-paragraph: Κατὰ γενόμενα τηλεγραφήματα ἐκ Κωνσταντινουπόλεως πρὸς τὸ ὑπουργεῖον τῶν Ἐσωτερικῶν τέσσαρα νέα χολερικὰ κρούσματα ἐσημειώθησαν χθὲς ἐν Κωνσταντινουπόλει.: [1014, 1087, 1304, 1139]
